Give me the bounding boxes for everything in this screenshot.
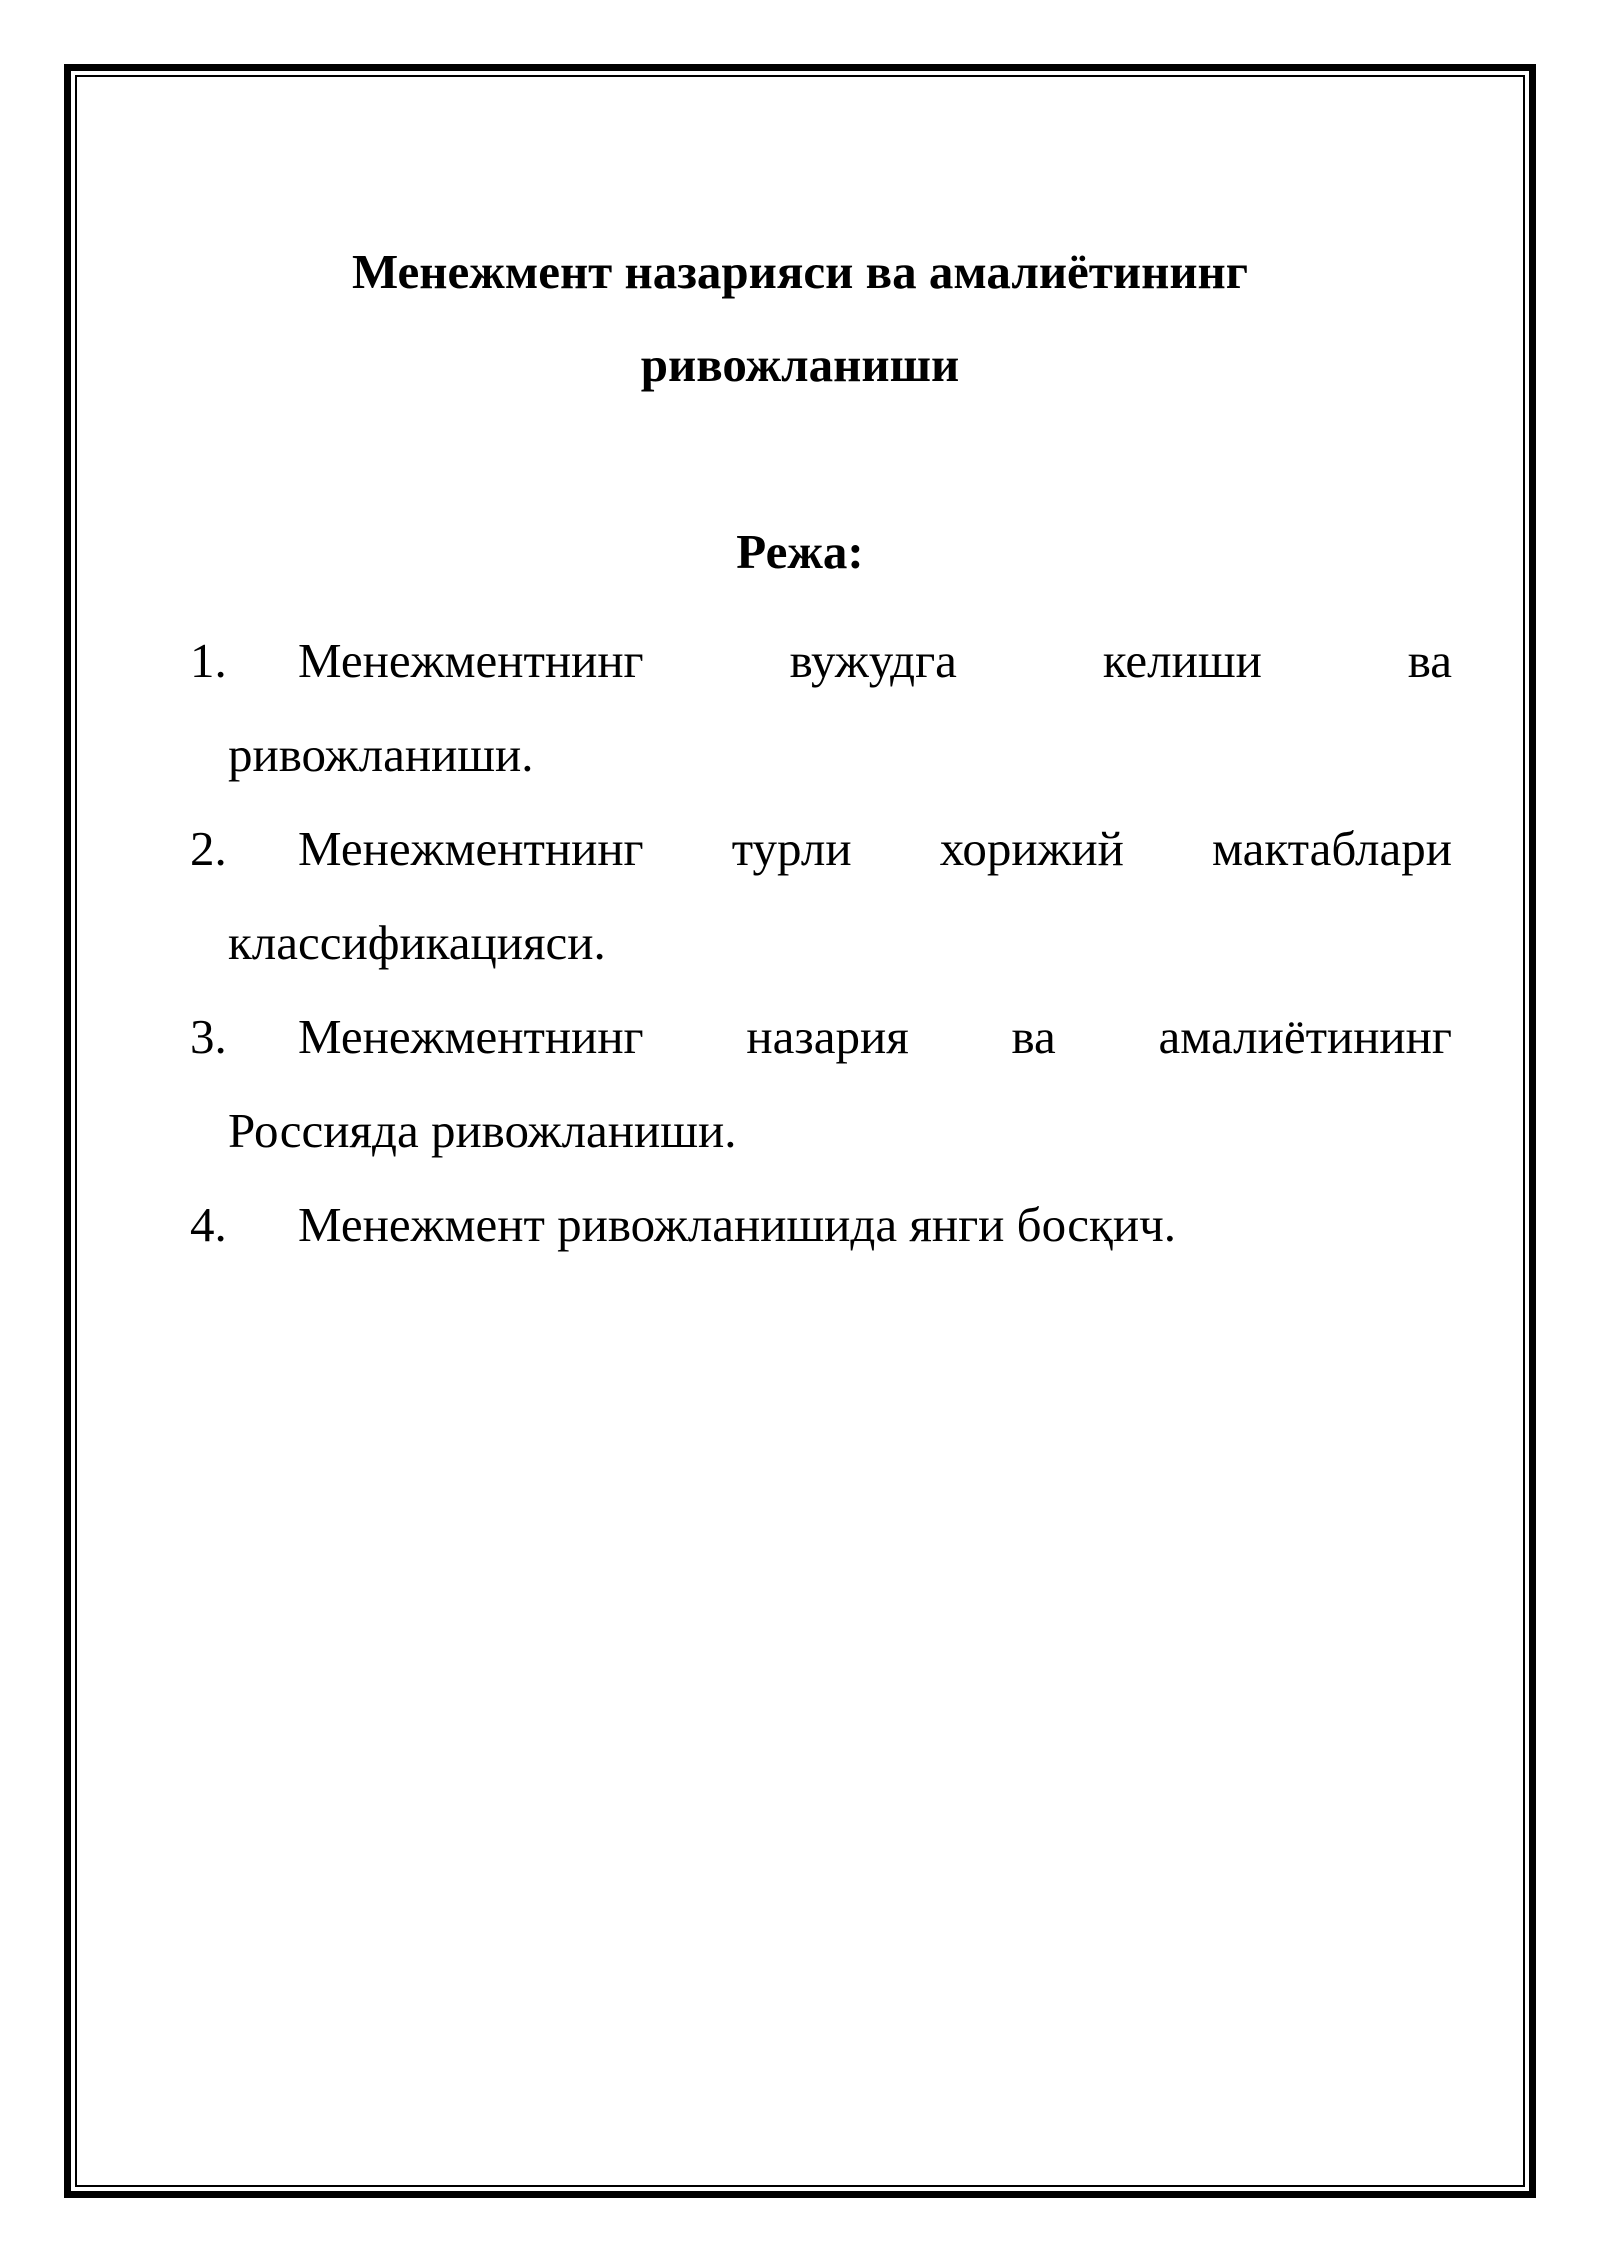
- plan-item-line: [190, 1178, 1452, 1272]
- plan-list: [190, 614, 1452, 1272]
- plan-item-number: 3.: [190, 1009, 227, 1064]
- plan-heading: Режа:: [736, 524, 864, 579]
- plan-item-word: ва: [1407, 633, 1452, 688]
- plan-item-number: 2.: [190, 821, 227, 876]
- plan-item-text: [298, 802, 1452, 896]
- plan-item-3: [190, 990, 1452, 1178]
- plan-item-text: Менежмент ривожланишида янги босқич.: [298, 1197, 1176, 1252]
- plan-item-line: [190, 614, 1452, 708]
- plan-item-2: [190, 802, 1452, 990]
- plan-item-word: амалиётининг: [1158, 1009, 1452, 1064]
- plan-item-number: 1.: [190, 633, 227, 688]
- plan-item-word: Менежментнинг: [298, 821, 644, 876]
- plan-item-line: [190, 990, 1452, 1084]
- plan-item-word: назария: [746, 1009, 909, 1064]
- plan-item-continuation: ривожланиши.: [228, 727, 534, 782]
- plan-item-line: [190, 802, 1452, 896]
- plan-item-word: турли: [731, 821, 852, 876]
- plan-item-text: [298, 614, 1452, 708]
- plan-item-word: ва: [1011, 1009, 1056, 1064]
- plan-item-word: Менежментнинг: [298, 1009, 644, 1064]
- plan-item-word: вужудга: [789, 633, 957, 688]
- plan-item-1: [190, 614, 1452, 802]
- plan-item-word: хорижий: [939, 821, 1124, 876]
- plan-item-word: келиши: [1102, 633, 1262, 688]
- plan-item-continuation: Россияда ривожланиши.: [228, 1103, 737, 1158]
- plan-item-continuation: классификацияси.: [228, 915, 606, 970]
- document-title-line-2: ривожланиши: [640, 337, 960, 392]
- plan-item-text: [298, 990, 1452, 1084]
- plan-item-4: [190, 1178, 1452, 1272]
- plan-item-word: Менежментнинг: [298, 633, 644, 688]
- plan-item-word: мактаблари: [1212, 821, 1452, 876]
- plan-item-number: 4.: [190, 1197, 227, 1252]
- document-title-line-1: Менежмент назарияси ва амалиётининг: [351, 244, 1249, 299]
